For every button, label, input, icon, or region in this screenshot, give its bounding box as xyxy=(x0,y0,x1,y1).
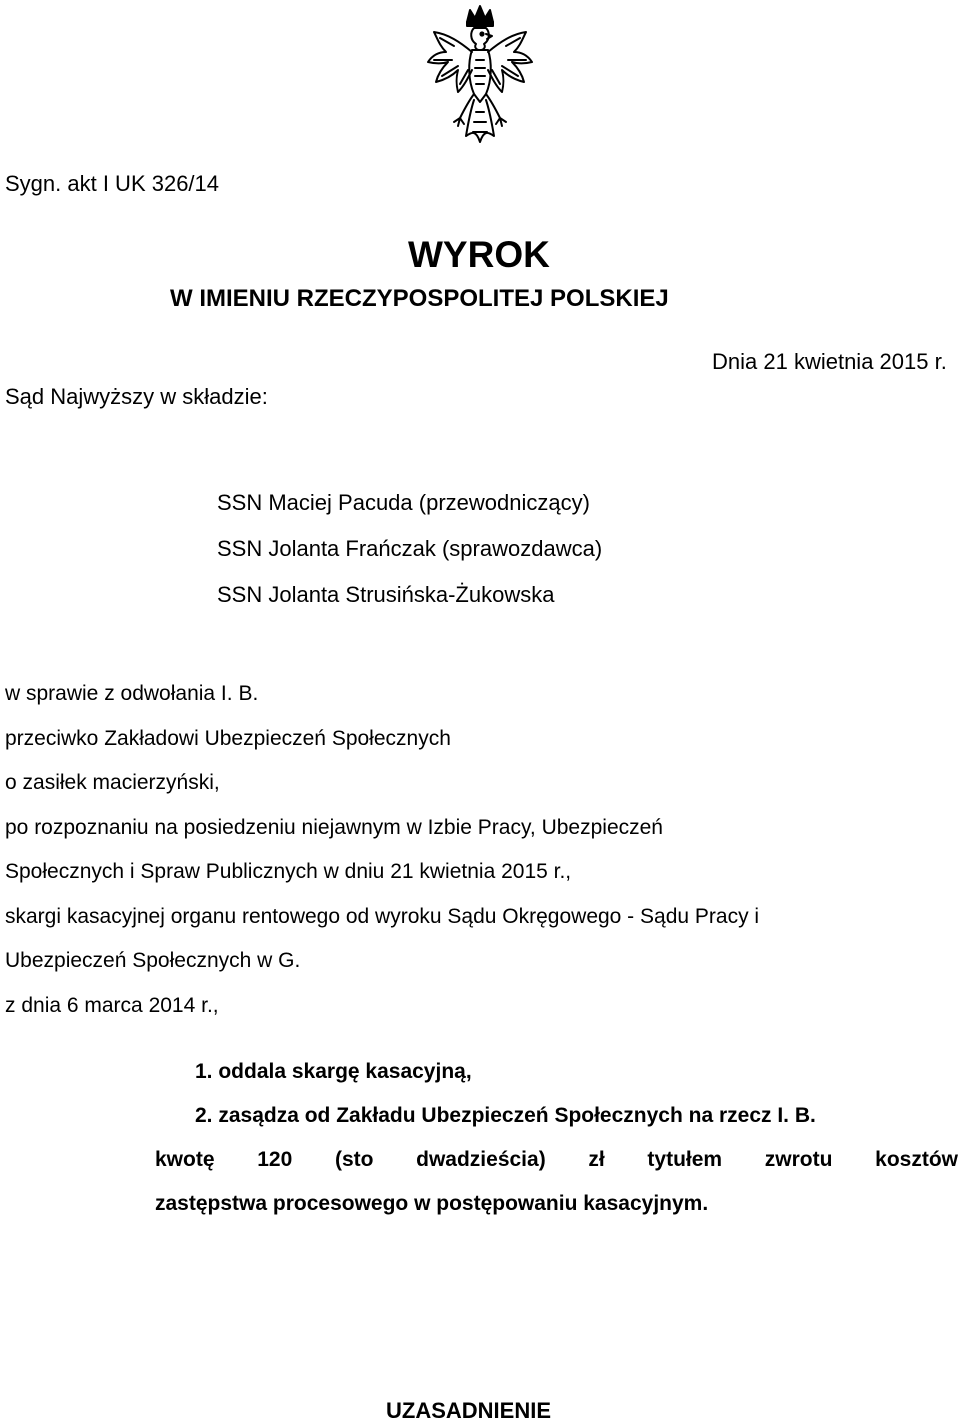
verdict-item-2-continuation: kwotę 120 (sto dwadzieścia) zł tytułem zwrotu kosztów xyxy=(155,1148,958,1171)
case-line: przeciwko Zakładowi Ubezpieczeń Społecznych xyxy=(5,726,451,750)
case-line: skargi kasacyjnej organu rentowego od wyroku Sądu Okręgowego - Sądu Pracy i xyxy=(5,904,760,928)
verdict-item-2: 2. zasądza od Zakładu Ubezpieczeń Społecznych na rzecz I. B. xyxy=(195,1104,816,1127)
case-line: Społecznych i Spraw Publicznych w dniu 21 kwietnia 2015 r., xyxy=(5,860,572,883)
verdict-item-1: 1. oddala skargę kasacyjną, xyxy=(195,1060,472,1083)
judge-member: SSN Jolanta Strusińska-Żukowska xyxy=(217,582,555,607)
justification-heading: UZASADNIENIE xyxy=(386,1398,552,1423)
verdict-item-2-continuation: zastępstwa procesowego w postępowaniu kasacyjnym. xyxy=(155,1192,709,1215)
judgment-date: Dnia 21 kwietnia 2015 r. xyxy=(712,349,947,374)
court-composition-label: Sąd Najwyższy w składzie: xyxy=(5,384,268,409)
case-description xyxy=(5,672,955,1028)
case-line: po rozpoznaniu na posiedzeniu niejawnym w Izbie Pracy, Ubezpieczeń xyxy=(5,815,663,839)
document-subtitle: W IMIENIU RZECZYPOSPOLITEJ POLSKIEJ xyxy=(170,285,669,312)
case-line: w sprawie z odwołania I. B. xyxy=(5,682,259,705)
case-line: o zasiłek macierzyński, xyxy=(5,771,220,794)
case-line: z dnia 6 marca 2014 r., xyxy=(5,993,219,1017)
judge-rapporteur: SSN Jolanta Frańczak (sprawozdawca) xyxy=(217,536,603,561)
polish-eagle-emblem-icon xyxy=(420,2,540,148)
verdict-section xyxy=(155,1050,958,1226)
document-title: WYROK xyxy=(408,234,550,275)
judges-list xyxy=(217,480,817,618)
case-signature: Sygn. akt I UK 326/14 xyxy=(5,171,220,196)
judge-presiding: SSN Maciej Pacuda (przewodniczący) xyxy=(217,490,590,515)
case-line: Ubezpieczeń Społecznych w G. xyxy=(5,949,301,972)
